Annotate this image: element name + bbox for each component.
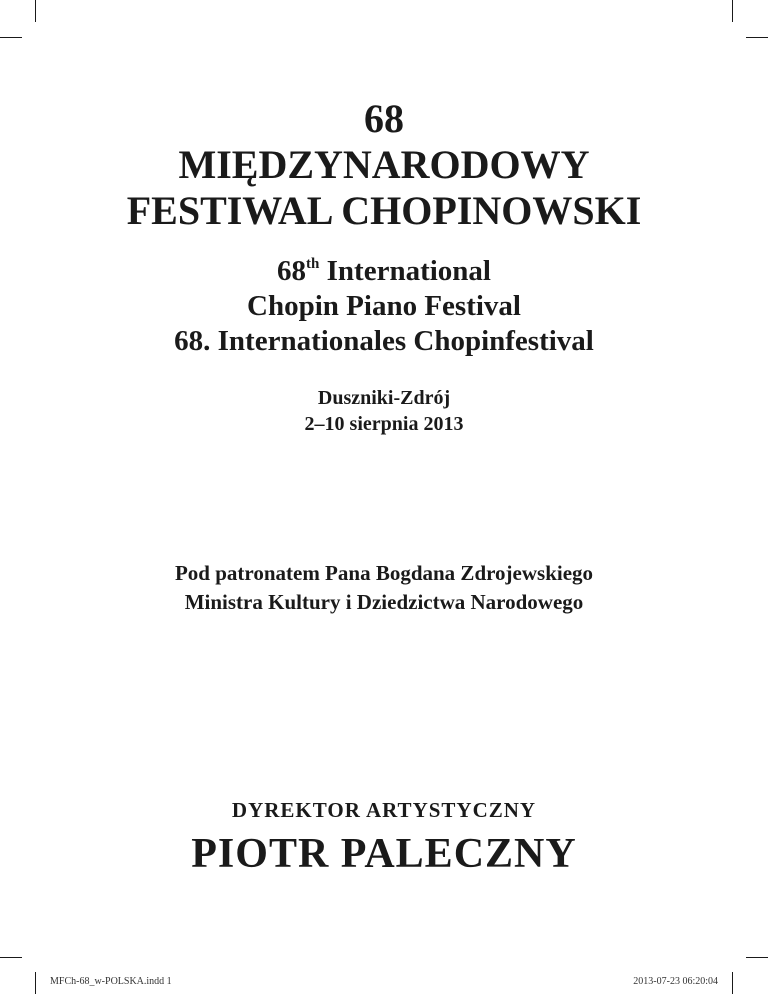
- venue-dates: [0, 385, 768, 437]
- venue-dates-text: 2–10 sierpnia 2013: [304, 413, 464, 435]
- subtitle-english-line-1: 68th International: [277, 255, 491, 287]
- crop-mark-top-left-vertical: [35, 0, 36, 22]
- director-name: PIOTR PALECZNY: [191, 831, 577, 877]
- title-line-1: MIĘDZYNARODOWY: [178, 142, 590, 187]
- crop-mark-bottom-left-horizontal: [0, 957, 22, 958]
- patronage: [0, 559, 768, 617]
- festival-title: [0, 96, 768, 234]
- crop-mark-bottom-right-vertical: [732, 972, 733, 994]
- crop-mark-top-right-vertical: [732, 0, 733, 22]
- title-line-2: FESTIWAL CHOPINOWSKI: [126, 188, 642, 233]
- slug-filename: MFCh-68_w-POLSKA.indd 1: [50, 976, 172, 987]
- director-label: DYREKTOR ARTYSTYCZNY: [231, 798, 537, 822]
- subtitle-english-line-2: Chopin Piano Festival: [247, 290, 521, 322]
- crop-mark-top-left-horizontal: [0, 37, 22, 38]
- patronage-line-1: Pod patronatem Pana Bogdana Zdrojewskiego: [174, 561, 594, 585]
- crop-mark-bottom-right-horizontal: [746, 957, 768, 958]
- subtitle-german: 68. Internationales Chopinfestival: [174, 325, 594, 357]
- title-number: 68: [364, 96, 404, 141]
- patronage-line-2: Ministra Kultury i Dziedzictwa Narodowego: [184, 590, 584, 614]
- festival-subtitles: [0, 254, 768, 359]
- slug-timestamp: 2013-07-23 06:20:04: [633, 976, 718, 987]
- artistic-director: [0, 795, 768, 883]
- crop-mark-bottom-left-vertical: [35, 972, 36, 994]
- venue-place: Duszniki-Zdrój: [317, 387, 451, 409]
- crop-mark-top-right-horizontal: [746, 37, 768, 38]
